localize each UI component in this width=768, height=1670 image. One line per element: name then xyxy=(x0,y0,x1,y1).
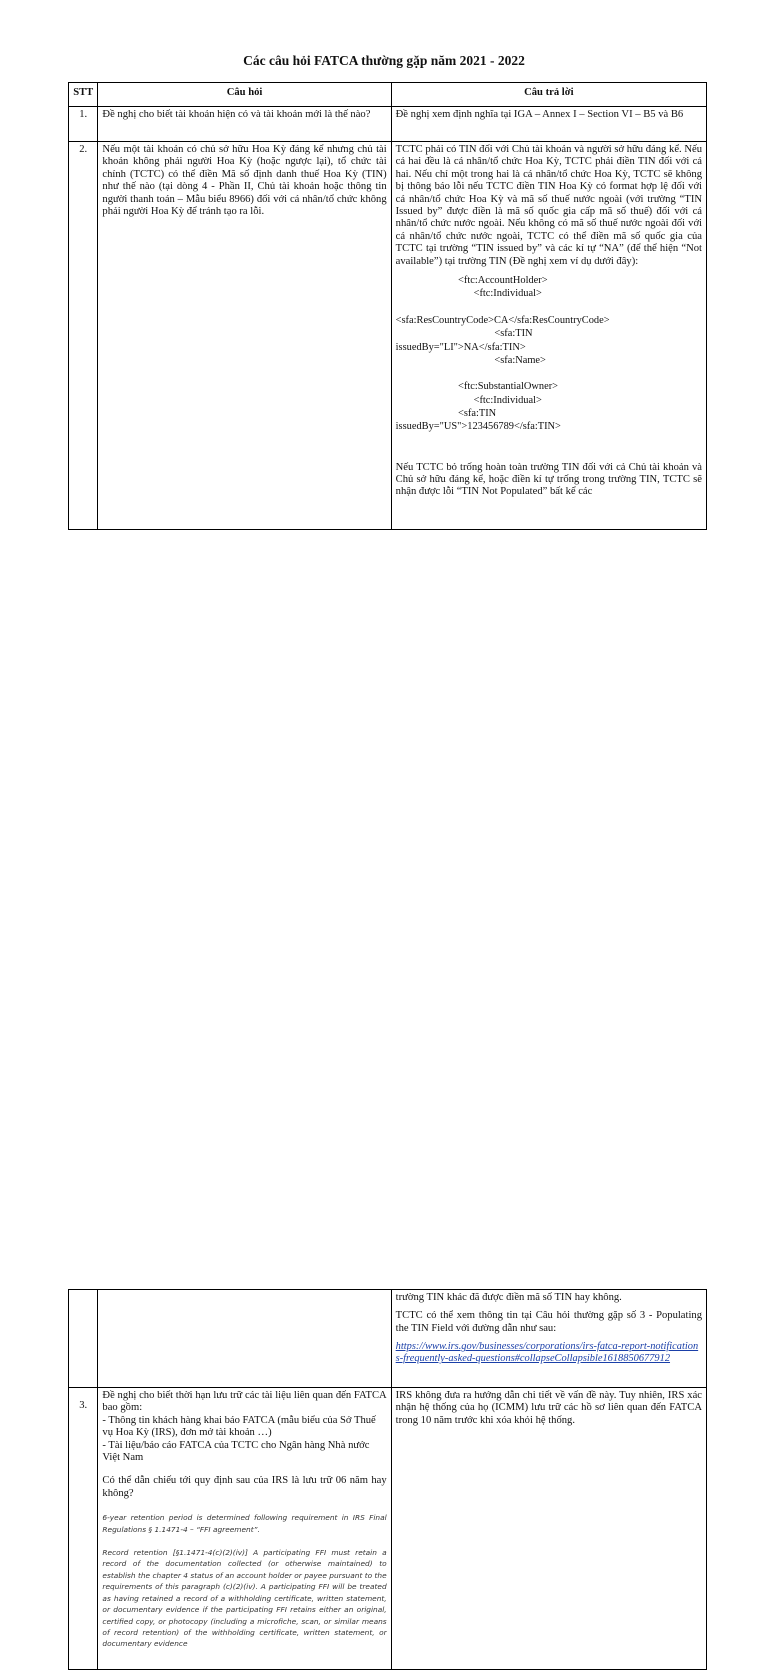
answer-paragraph: trường TIN khác đã được điền mã số TIN hay không. xyxy=(395,1292,622,1303)
faq-table xyxy=(68,82,707,530)
row-question: Nếu một tài khoản có chủ sở hữu Hoa Kỳ đáng kể nhưng chủ tài khoản không phải người Hoa Kỳ (hoặc ngược lại), tổ chức tài chính (TCTC) có thể điền Mã số định danh thuế Hoa Kỳ (TIN) như thế nào (tại dòng 4 - Phần II, Chủ tài khoản hoặc thông tin người thanh toán – Mẫu biểu 8966) đối với cá nhân/tổ chức không phải người Hoa Kỳ để tránh tạo ra lỗi. xyxy=(98,142,391,530)
faq-table-continued xyxy=(68,1289,707,1670)
question-paragraph: Đề nghị cho biết thời hạn lưu trữ các tài liệu liên quan đến FATCA bao gồm: xyxy=(102,1390,387,1414)
row-answer: IRS không đưa ra hướng dẫn chi tiết về vấn đề này. Tuy nhiên, IRS xác nhận hệ thống của họ (ICMM) lưu trữ các hồ sơ liên quan đến FATCA trong 10 năm trước khi xóa khỏi hệ thống. xyxy=(391,1388,706,1670)
table-header-row xyxy=(69,83,707,107)
question-list-item: - Thông tin khách hàng khai báo FATCA (mẫu biểu của Sở Thuế vụ Hoa Kỳ (IRS), đơn mở tài khoản …) xyxy=(102,1414,376,1439)
table-row xyxy=(69,1388,707,1670)
header-answer: Câu trả lời xyxy=(391,83,706,107)
answer-paragraph: TCTC có thể xem thông tin tại Câu hỏi thường gặp số 3 - Populating the TIN Field với đường dẫn như sau: xyxy=(395,1310,702,1334)
question-paragraph: Có thể dẫn chiếu tới quy định sau của IRS là lưu trữ 06 năm hay không? xyxy=(102,1475,387,1499)
header-question: Câu hỏi xyxy=(98,83,391,107)
quoted-note: Record retention [§1.1471-4(c)(2)(iv)] A participating FFI must retain a record of the documentation collected (or otherwise maintained) to establish the chapter 4 status of an account holder or payee pursuant to the requirements of this paragraph (c)(2)(iv). A participating FFI will be treated as having retained a record of a withholding certificate, written statement, or documentary evidence if the participating FFI retains either an original, certified copy, or photocopy (including a microfiche, scan, or similar means of record retention) of the withholding certificate, written statement, or documentary evidence xyxy=(102,1548,387,1649)
row-answer xyxy=(391,1290,706,1388)
document-title: Các câu hỏi FATCA thường gặp năm 2021 - 2022 xyxy=(243,53,525,68)
answer-paragraph: Nếu TCTC bỏ trống hoàn toàn trường TIN đối với cả Chủ tài khoản và Chủ sở hữu đáng kể, hoặc điền kí tự trống trong trường TIN, TCTC sẽ nhận được lỗi “TIN Not Populated” bất kể các xyxy=(395,461,702,498)
row-stt: 2. xyxy=(69,142,98,530)
header-stt: STT xyxy=(69,83,98,107)
row-stt: 1. xyxy=(69,107,98,142)
table-row xyxy=(69,107,707,142)
row-question xyxy=(98,1388,391,1670)
row-answer: Đề nghị xem định nghĩa tại IGA – Annex I – Section VI – B5 và B6 xyxy=(391,107,706,142)
row-question: Đề nghị cho biết tài khoản hiện có và tài khoản mới là thế nào? xyxy=(98,107,391,142)
table-row xyxy=(69,1290,707,1388)
row-answer xyxy=(391,142,706,530)
page-1 xyxy=(0,0,768,582)
table-row xyxy=(69,142,707,530)
xml-example: <ftc:AccountHolder> <ftc:Individual> <sfa:ResCountryCode>CA</sfa:ResCountryCode> <sfa:TIN issuedBy="LI">NA</sfa:TIN> <sfa:Name> <ftc:SubstantialOwner> <ftc:Individual> <sfa:TIN issuedBy="US">123456789</sfa:TIN> xyxy=(395,275,610,433)
question-list-item: - Tài liệu/báo cáo FATCA của TCTC cho Ngân hàng Nhà nước Việt Nam xyxy=(102,1439,370,1464)
quoted-note: 6-year retention period is determined following requirement in IRS Final Regulations § 1.1471-4 – “FFI agreement”. xyxy=(102,1513,387,1534)
page-2 xyxy=(0,644,768,1649)
page-break xyxy=(0,582,768,644)
row-stt: 3. xyxy=(69,1388,98,1670)
answer-paragraph: TCTC phải có TIN đối với Chủ tài khoản và người sở hữu đáng kể. Nếu cả hai đều là cá nhân/tổ chức Hoa Kỳ, TCTC phải điền TIN đối với cả hai. Nếu chỉ một trong hai là cá nhân/tổ chức Hoa Kỳ, TCTC sẽ không bị thông báo lỗi nếu TCTC điền TIN Hoa Kỳ có format hợp lệ đối với cá nhân/tổ chức Hoa Kỳ và mã số thuế nước ngoài (với trường “TIN Issued by” được điền là mã số quốc gia cấp mã số thuế) đối với cá nhân/tổ chức nước ngoài. Nếu không có mã số thuế nước ngoài đối với cá nhân/tổ chức nước ngoài, TCTC có thể điền mã số quốc gia của TCTC tại trường “TIN issued by” và các kí tự “NA” (để thể hiện “Not available”) tại trường TIN (Đề nghị xem ví dụ dưới đây): xyxy=(395,144,702,267)
faq-link[interactable]: https://www.irs.gov/businesses/corporations/irs-fatca-report-notifications-frequently-asked-questions#collapseCollapsible1618850677912 xyxy=(395,1341,699,1365)
